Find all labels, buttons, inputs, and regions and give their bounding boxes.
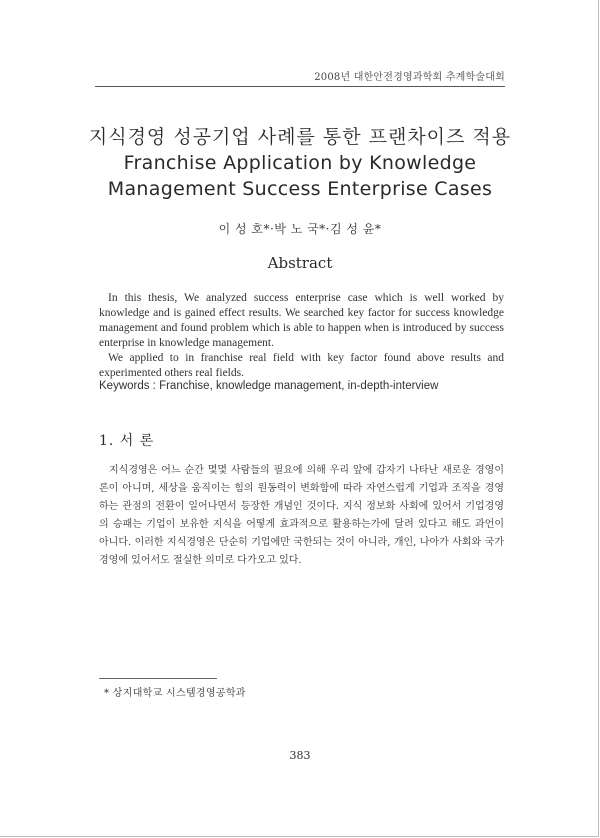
footnote-rule	[99, 678, 217, 679]
section-body-introduction: 지식경영은 어느 순간 몇몇 사람들의 필요에 의해 우리 앞에 갑자기 나타난 새로운 경영이론이 아니며, 세상을 움직이는 힘의 원동력이 변화함에 따라 자연스럽게 기업과 조직을 경영하는 관점의 전환이 일어나면서 등장한 개념인 것이다. 지식 정보화 사회에 있어서 기업경영의 승패는 기업이 보유한 지식을 어떻게 효과적으로 활용하는가에 달려 있다고 해도 과언이 아니다. 이러한 지식경영은 단순히 기업에만 국한되는 것이 아니라, 개인, 나아가 사회와 국가경영에 있어서도 절실한 의미로 다가오고 있다.	[99, 465, 504, 566]
abstract-body	[99, 291, 504, 381]
abstract-paragraph-1: In this thesis, We analyzed success enterprise case which is well worked by knowledge and is gained effect results. We searched key factor for success knowledge management and found problem which is able to happen when is introduced by success enterprise in knowledge management.	[99, 292, 504, 349]
abstract-heading: Abstract	[267, 254, 333, 272]
abstract-paragraph-2: We applied to in franchise real field with key factor found above results and experimented others real fields.	[99, 352, 504, 379]
title-korean: 지식경영 성공기업 사례를 통한 프랜차이즈 적용	[88, 126, 512, 148]
authors: 이 성 호*·박 노 국*·김 성 윤*	[218, 222, 382, 236]
keywords: Keywords : Franchise, knowledge management, in-depth-interview	[99, 380, 439, 392]
running-header: 2008년 대한안전경영과학회 추계학술대회	[314, 72, 505, 83]
footnote-affiliation: * 상지대학교 시스템경영공학과	[104, 688, 246, 699]
page-number: 383	[289, 749, 311, 762]
title-english-line2: Management Success Enterprise Cases	[107, 178, 493, 200]
header-rule	[95, 86, 505, 87]
section-heading-introduction: 1. 서 론	[99, 433, 155, 449]
title-english-line1: Franchise Application by Knowledge	[123, 152, 477, 174]
